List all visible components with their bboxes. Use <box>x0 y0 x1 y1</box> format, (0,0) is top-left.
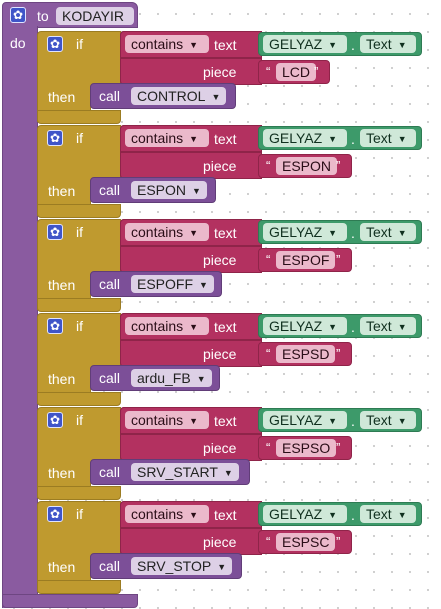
piece-label: piece <box>203 440 237 456</box>
property-dot: . <box>351 131 355 147</box>
call-procedure-dropdown[interactable] <box>131 181 207 199</box>
property-dot: . <box>351 413 355 429</box>
property-dropdown[interactable] <box>360 223 416 241</box>
contains-dropdown[interactable] <box>125 505 209 523</box>
component-dropdown[interactable] <box>263 411 347 429</box>
procedure-to-label: to <box>37 8 49 24</box>
called-procedure-name: ardu_FB <box>137 370 191 386</box>
property-dropdown[interactable] <box>360 129 416 147</box>
if-label: if <box>76 318 83 334</box>
dropdown-arrow-icon: ▼ <box>189 416 199 426</box>
dropdown-arrow-icon: ▼ <box>328 228 338 238</box>
piece-label: piece <box>203 158 237 174</box>
text-label: text <box>214 507 237 523</box>
property-name: Text <box>366 130 392 146</box>
dropdown-arrow-icon: ▼ <box>223 468 233 478</box>
quote-open: “ <box>266 440 271 455</box>
quote-close: ” <box>336 346 341 361</box>
called-procedure-name: CONTROL <box>137 88 206 104</box>
procedure-gear-icon[interactable]: ✿ <box>10 7 26 23</box>
then-label: then <box>48 371 76 387</box>
dropdown-arrow-icon: ▼ <box>189 510 199 520</box>
dropdown-arrow-icon: ▼ <box>217 562 227 572</box>
quote-close: ” <box>336 534 341 549</box>
then-label: then <box>48 277 76 293</box>
quote-open: “ <box>266 158 271 173</box>
dropdown-arrow-icon: ▼ <box>192 186 201 196</box>
string-value-field[interactable]: ESPSD <box>276 345 335 363</box>
contains-piece-slot <box>120 434 262 461</box>
if-block-bottom <box>37 392 121 406</box>
string-value-field[interactable]: LCD <box>276 63 316 81</box>
call-label: call <box>99 558 121 574</box>
dropdown-arrow-icon: ▼ <box>397 228 407 238</box>
called-procedure-name: SRV_START <box>137 464 218 480</box>
text-label: text <box>214 37 237 53</box>
quote-close: ” <box>314 64 319 79</box>
called-procedure-name: SRV_STOP <box>137 558 212 574</box>
text-label: text <box>214 319 237 335</box>
if-gear-icon[interactable]: ✿ <box>47 130 63 146</box>
dropdown-arrow-icon: ▼ <box>328 322 338 332</box>
dropdown-arrow-icon: ▼ <box>397 134 407 144</box>
contains-mode-label: contains <box>131 412 184 428</box>
contains-dropdown[interactable] <box>125 129 209 147</box>
property-dropdown[interactable] <box>360 505 416 523</box>
dropdown-arrow-icon: ▼ <box>328 40 338 50</box>
contains-dropdown[interactable] <box>125 223 209 241</box>
component-dropdown[interactable] <box>263 317 347 335</box>
dropdown-arrow-icon: ▼ <box>189 40 199 50</box>
dropdown-arrow-icon: ▼ <box>397 40 407 50</box>
then-label: then <box>48 183 76 199</box>
contains-dropdown[interactable] <box>125 317 209 335</box>
dropdown-arrow-icon: ▼ <box>328 416 338 426</box>
quote-open: “ <box>266 64 271 79</box>
dropdown-arrow-icon: ▼ <box>189 228 199 238</box>
contains-piece-slot <box>120 246 262 273</box>
property-name: Text <box>366 36 392 52</box>
if-block-bottom <box>37 580 121 594</box>
quote-open: “ <box>266 252 271 267</box>
dropdown-arrow-icon: ▼ <box>189 134 199 144</box>
if-block-bottom <box>37 486 121 500</box>
called-procedure-name: ESPOFF <box>137 276 194 292</box>
call-procedure-dropdown[interactable] <box>131 369 212 387</box>
dropdown-arrow-icon: ▼ <box>328 510 338 520</box>
contains-dropdown[interactable] <box>125 35 209 53</box>
quote-close: ” <box>336 158 341 173</box>
contains-dropdown[interactable] <box>125 411 209 429</box>
component-dropdown[interactable] <box>263 505 347 523</box>
contains-mode-label: contains <box>131 318 184 334</box>
piece-label: piece <box>203 64 237 80</box>
call-procedure-dropdown[interactable] <box>131 557 232 575</box>
procedure-do-label: do <box>10 35 26 51</box>
call-procedure-dropdown[interactable] <box>131 87 226 105</box>
component-name: GELYAZ <box>269 506 323 522</box>
component-dropdown[interactable] <box>263 35 347 53</box>
string-value-field[interactable]: ESPSO <box>276 439 336 457</box>
property-dropdown[interactable] <box>360 317 416 335</box>
contains-mode-label: contains <box>131 36 184 52</box>
if-label: if <box>76 36 83 52</box>
text-label: text <box>214 131 237 147</box>
call-procedure-dropdown[interactable] <box>131 463 239 481</box>
contains-piece-slot <box>120 152 262 179</box>
property-dropdown[interactable] <box>360 35 416 53</box>
contains-mode-label: contains <box>131 224 184 240</box>
if-label: if <box>76 506 83 522</box>
piece-label: piece <box>203 534 237 550</box>
property-dot: . <box>351 37 355 53</box>
quote-open: “ <box>266 346 271 361</box>
dropdown-arrow-icon: ▼ <box>199 280 208 290</box>
property-dot: . <box>351 319 355 335</box>
if-gear-icon[interactable]: ✿ <box>47 224 63 240</box>
call-label: call <box>99 182 121 198</box>
dropdown-arrow-icon: ▼ <box>196 374 206 384</box>
contains-piece-slot <box>120 340 262 367</box>
property-dropdown[interactable] <box>360 411 416 429</box>
property-dot: . <box>351 507 355 523</box>
quote-open: “ <box>266 534 271 549</box>
procedure-bottom <box>2 594 138 608</box>
quote-close: ” <box>336 440 341 455</box>
then-label: then <box>48 559 76 575</box>
call-label: call <box>99 464 121 480</box>
procedure-body-rail <box>2 26 38 608</box>
component-name: GELYAZ <box>269 130 323 146</box>
if-gear-icon[interactable]: ✿ <box>47 36 63 52</box>
component-name: GELYAZ <box>269 318 323 334</box>
dropdown-arrow-icon: ▼ <box>189 322 199 332</box>
if-gear-icon[interactable]: ✿ <box>47 506 63 522</box>
property-dot: . <box>351 225 355 241</box>
dropdown-arrow-icon: ▼ <box>397 510 407 520</box>
contains-piece-slot <box>120 528 262 555</box>
if-block-bottom <box>37 298 121 312</box>
property-name: Text <box>366 506 392 522</box>
component-name: GELYAZ <box>269 412 323 428</box>
piece-label: piece <box>203 346 237 362</box>
then-label: then <box>48 465 76 481</box>
dropdown-arrow-icon: ▼ <box>397 322 407 332</box>
if-block-bottom <box>37 204 121 218</box>
dropdown-arrow-icon: ▼ <box>397 416 407 426</box>
string-value-field[interactable]: ESPOF <box>276 251 335 269</box>
dropdown-arrow-icon: ▼ <box>328 134 338 144</box>
dropdown-arrow-icon: ▼ <box>211 92 221 102</box>
component-dropdown[interactable] <box>263 129 347 147</box>
component-name: GELYAZ <box>269 36 323 52</box>
string-value-field[interactable]: ESPSC <box>276 533 335 551</box>
if-gear-icon[interactable]: ✿ <box>47 412 63 428</box>
piece-label: piece <box>203 252 237 268</box>
contains-piece-slot <box>120 58 262 85</box>
text-label: text <box>214 413 237 429</box>
quote-close: ” <box>336 252 341 267</box>
component-name: GELYAZ <box>269 224 323 240</box>
if-label: if <box>76 130 83 146</box>
property-name: Text <box>366 412 392 428</box>
if-block-bottom <box>37 110 121 124</box>
call-label: call <box>99 276 121 292</box>
component-dropdown[interactable] <box>263 223 347 241</box>
property-name: Text <box>366 224 392 240</box>
string-value-field[interactable]: ESPON <box>276 157 337 175</box>
if-label: if <box>76 412 83 428</box>
contains-mode-label: contains <box>131 130 184 146</box>
call-label: call <box>99 370 121 386</box>
contains-mode-label: contains <box>131 506 184 522</box>
text-label: text <box>214 225 237 241</box>
call-procedure-dropdown[interactable] <box>131 275 214 293</box>
then-label: then <box>48 89 76 105</box>
if-gear-icon[interactable]: ✿ <box>47 318 63 334</box>
if-label: if <box>76 224 83 240</box>
property-name: Text <box>366 318 392 334</box>
call-label: call <box>99 88 121 104</box>
procedure-name-field[interactable]: KODAYIR <box>56 7 134 25</box>
called-procedure-name: ESPON <box>137 182 187 198</box>
